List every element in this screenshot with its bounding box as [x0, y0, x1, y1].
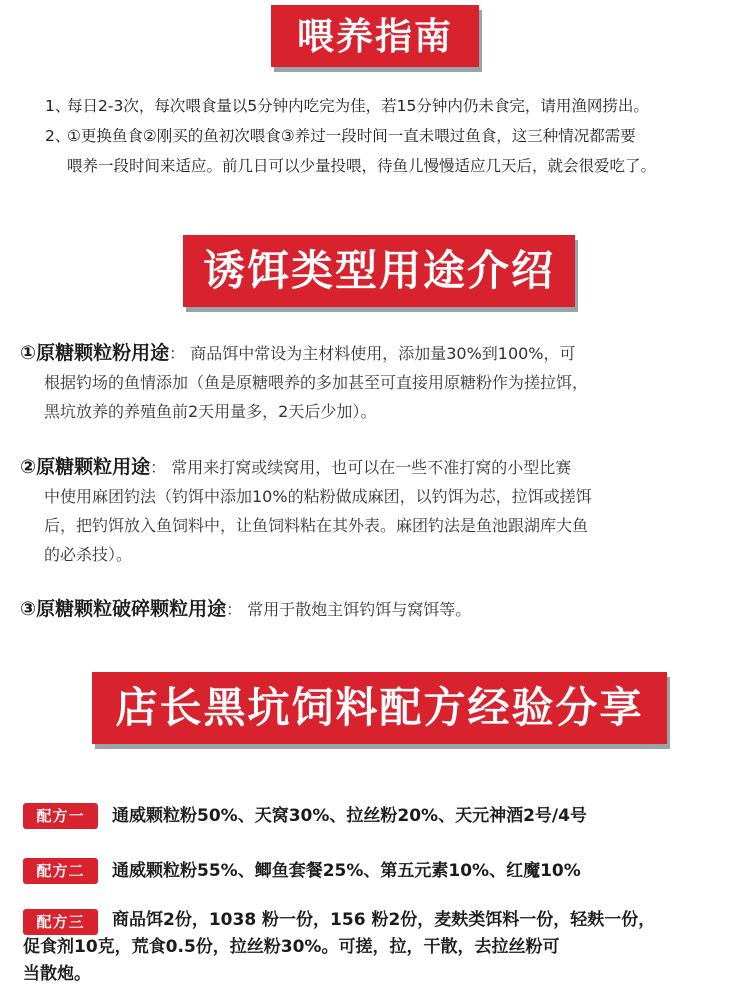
- bait-item-heading: ①原糖颗粒粉用途: [20, 342, 170, 364]
- bait-item-heading: ②原糖颗粒用途: [20, 456, 151, 478]
- guide-item-1: [45, 91, 735, 121]
- recipe-item-1: [23, 801, 733, 831]
- guide-item-text: 喂养一段时间来适应。前几日可以少量投喂，待鱼儿慢慢适应几天后，就会很爱吃了。: [67, 157, 657, 175]
- guide-item-text: ①更换鱼食②刚买的鱼初次喂食③养过一段时间一直未喂过鱼食，这三种情况都需要: [67, 127, 636, 145]
- bait-item-text: 黑坑放养的养殖鱼前2天用量多，2天后少加）。: [44, 402, 377, 421]
- bait-item-colon: ：: [169, 344, 186, 363]
- bait-item-text: 中使用麻团钓法（钓饵中添加10%的粘粉做成麻团，以钓饵为芯，拉饵或搓饵: [44, 487, 592, 506]
- bait-types-banner: 诱饵类型用途介绍: [183, 235, 575, 307]
- bait-item-text: 常用于散炮主饵钓饵与窝饵等。: [247, 600, 472, 619]
- recipe-tag: 配方一: [23, 803, 98, 829]
- bait-item-text: 的必杀技）。: [44, 545, 133, 564]
- recipe-text: 通威颗粒粉50%、天窝30%、拉丝粉20%、天元神酒2号/4号: [112, 806, 587, 826]
- feeding-guide-list: [45, 91, 735, 181]
- bait-item-granule: [20, 453, 730, 569]
- guide-item-number: 2、: [45, 127, 71, 145]
- bait-item-heading: ③原糖颗粒破碎颗粒用途: [20, 598, 227, 620]
- guide-item-number: 1、: [45, 97, 71, 115]
- feeding-guide-banner: 喂养指南: [271, 5, 479, 67]
- recipe-tag: 配方三: [23, 909, 98, 935]
- recipe-item-2: [23, 856, 733, 886]
- recipe-share-banner: 店长黑坑饲料配方经验分享: [92, 672, 667, 744]
- recipe-text: 商品饵2份，1038 粉一份，156 粉2份，麦麸类饵料一份，轻麸一份，: [112, 910, 656, 930]
- recipe-text: 通威颗粒粉55%、鲫鱼套餐25%、第五元素10%、红魔10%: [112, 861, 581, 881]
- bait-item-colon: ：: [150, 458, 167, 477]
- bait-item-granule-powder: [20, 339, 730, 426]
- bait-item-text: 根据钓场的鱼情添加（鱼是原糖喂养的多加甚至可直接用原糖粉作为搓拉饵，: [44, 373, 589, 392]
- bait-item-text: 后，把钓饵放入鱼饲料中，让鱼饲料粘在其外表。麻团钓法是鱼池跟湖库大鱼: [44, 516, 589, 535]
- recipe-tag: 配方二: [23, 858, 98, 884]
- bait-item-colon: ：: [226, 600, 243, 619]
- bait-item-crushed-granule: [20, 595, 730, 624]
- bait-item-text: 商品饵中常设为主材料使用，添加量30%到100%，可: [190, 344, 576, 363]
- recipe-text: 促食剂10克，荒食0.5份，拉丝粉30%。可搓，拉，干散，去拉丝粉可: [23, 937, 560, 957]
- guide-item-text: 每日2-3次，每次喂食量以5分钟内吃完为佳，若15分钟内仍未食完，请用渔网捞出。: [67, 97, 649, 115]
- recipe-text: 当散炮。: [23, 964, 91, 984]
- guide-item-2: [45, 121, 735, 181]
- bait-item-text: 常用来打窝或续窝用，也可以在一些不准打窝的小型比赛: [171, 458, 572, 477]
- recipe-item-3: [23, 907, 733, 985]
